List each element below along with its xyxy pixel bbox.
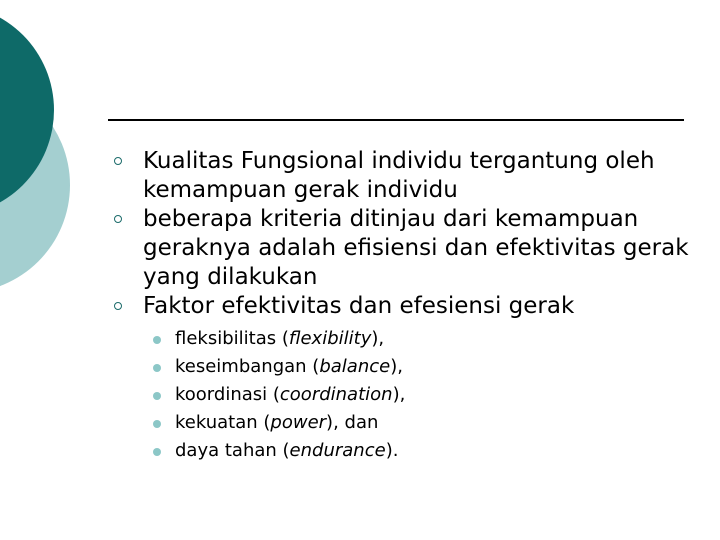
sub-bullet-item (112, 409, 692, 437)
dot-bullet-icon (153, 448, 161, 456)
dot-bullet-icon (153, 392, 161, 400)
sub-bullet-item (112, 353, 692, 381)
sub-bullet-term: coordination (279, 384, 393, 405)
sub-bullet-suffix: ), (392, 384, 406, 405)
sub-bullet-suffix: ). (385, 440, 399, 461)
bullet-text: Kualitas Fungsional individu tergantung oleh kemampuan gerak individu (143, 148, 655, 203)
sub-bullet-item (112, 381, 692, 409)
sub-bullet-text: keseimbangan ( (175, 356, 320, 377)
sub-bullet-term: balance (319, 356, 391, 377)
sub-bullet-item (112, 325, 692, 353)
sub-bullet-text: daya tahan ( (175, 440, 290, 461)
decorative-circles (0, 0, 80, 300)
bullet-item (112, 205, 692, 292)
bullet-text: beberapa kriteria ditinjau dari kemampuan geraknya adalah efisiensi dan efektivitas gerak yang dilakukan (143, 206, 689, 290)
ring-bullet-icon (114, 215, 122, 223)
sub-bullet-term: flexibility (288, 328, 372, 349)
sub-bullet-text: fleksibilitas ( (175, 328, 289, 349)
sub-bullet-suffix: ), dan (326, 412, 379, 433)
sub-bullet-list (112, 325, 692, 465)
title-divider-line (108, 119, 684, 121)
sub-bullet-term: power (270, 412, 327, 433)
dot-bullet-icon (153, 364, 161, 372)
slide-content (112, 147, 692, 465)
dot-bullet-icon (153, 420, 161, 428)
sub-bullet-suffix: ), (371, 328, 385, 349)
sub-bullet-text: kekuatan ( (175, 412, 271, 433)
sub-bullet-text: koordinasi ( (175, 384, 280, 405)
sub-bullet-suffix: ), (390, 356, 403, 377)
bullet-text: Faktor efektivitas dan efesiensi gerak (143, 293, 575, 319)
bullet-item (112, 292, 692, 321)
sub-bullet-term: endurance (289, 440, 386, 461)
sub-bullet-item (112, 437, 692, 465)
dot-bullet-icon (153, 336, 161, 344)
ring-bullet-icon (114, 157, 122, 165)
bullet-item (112, 147, 692, 205)
ring-bullet-icon (114, 302, 122, 310)
